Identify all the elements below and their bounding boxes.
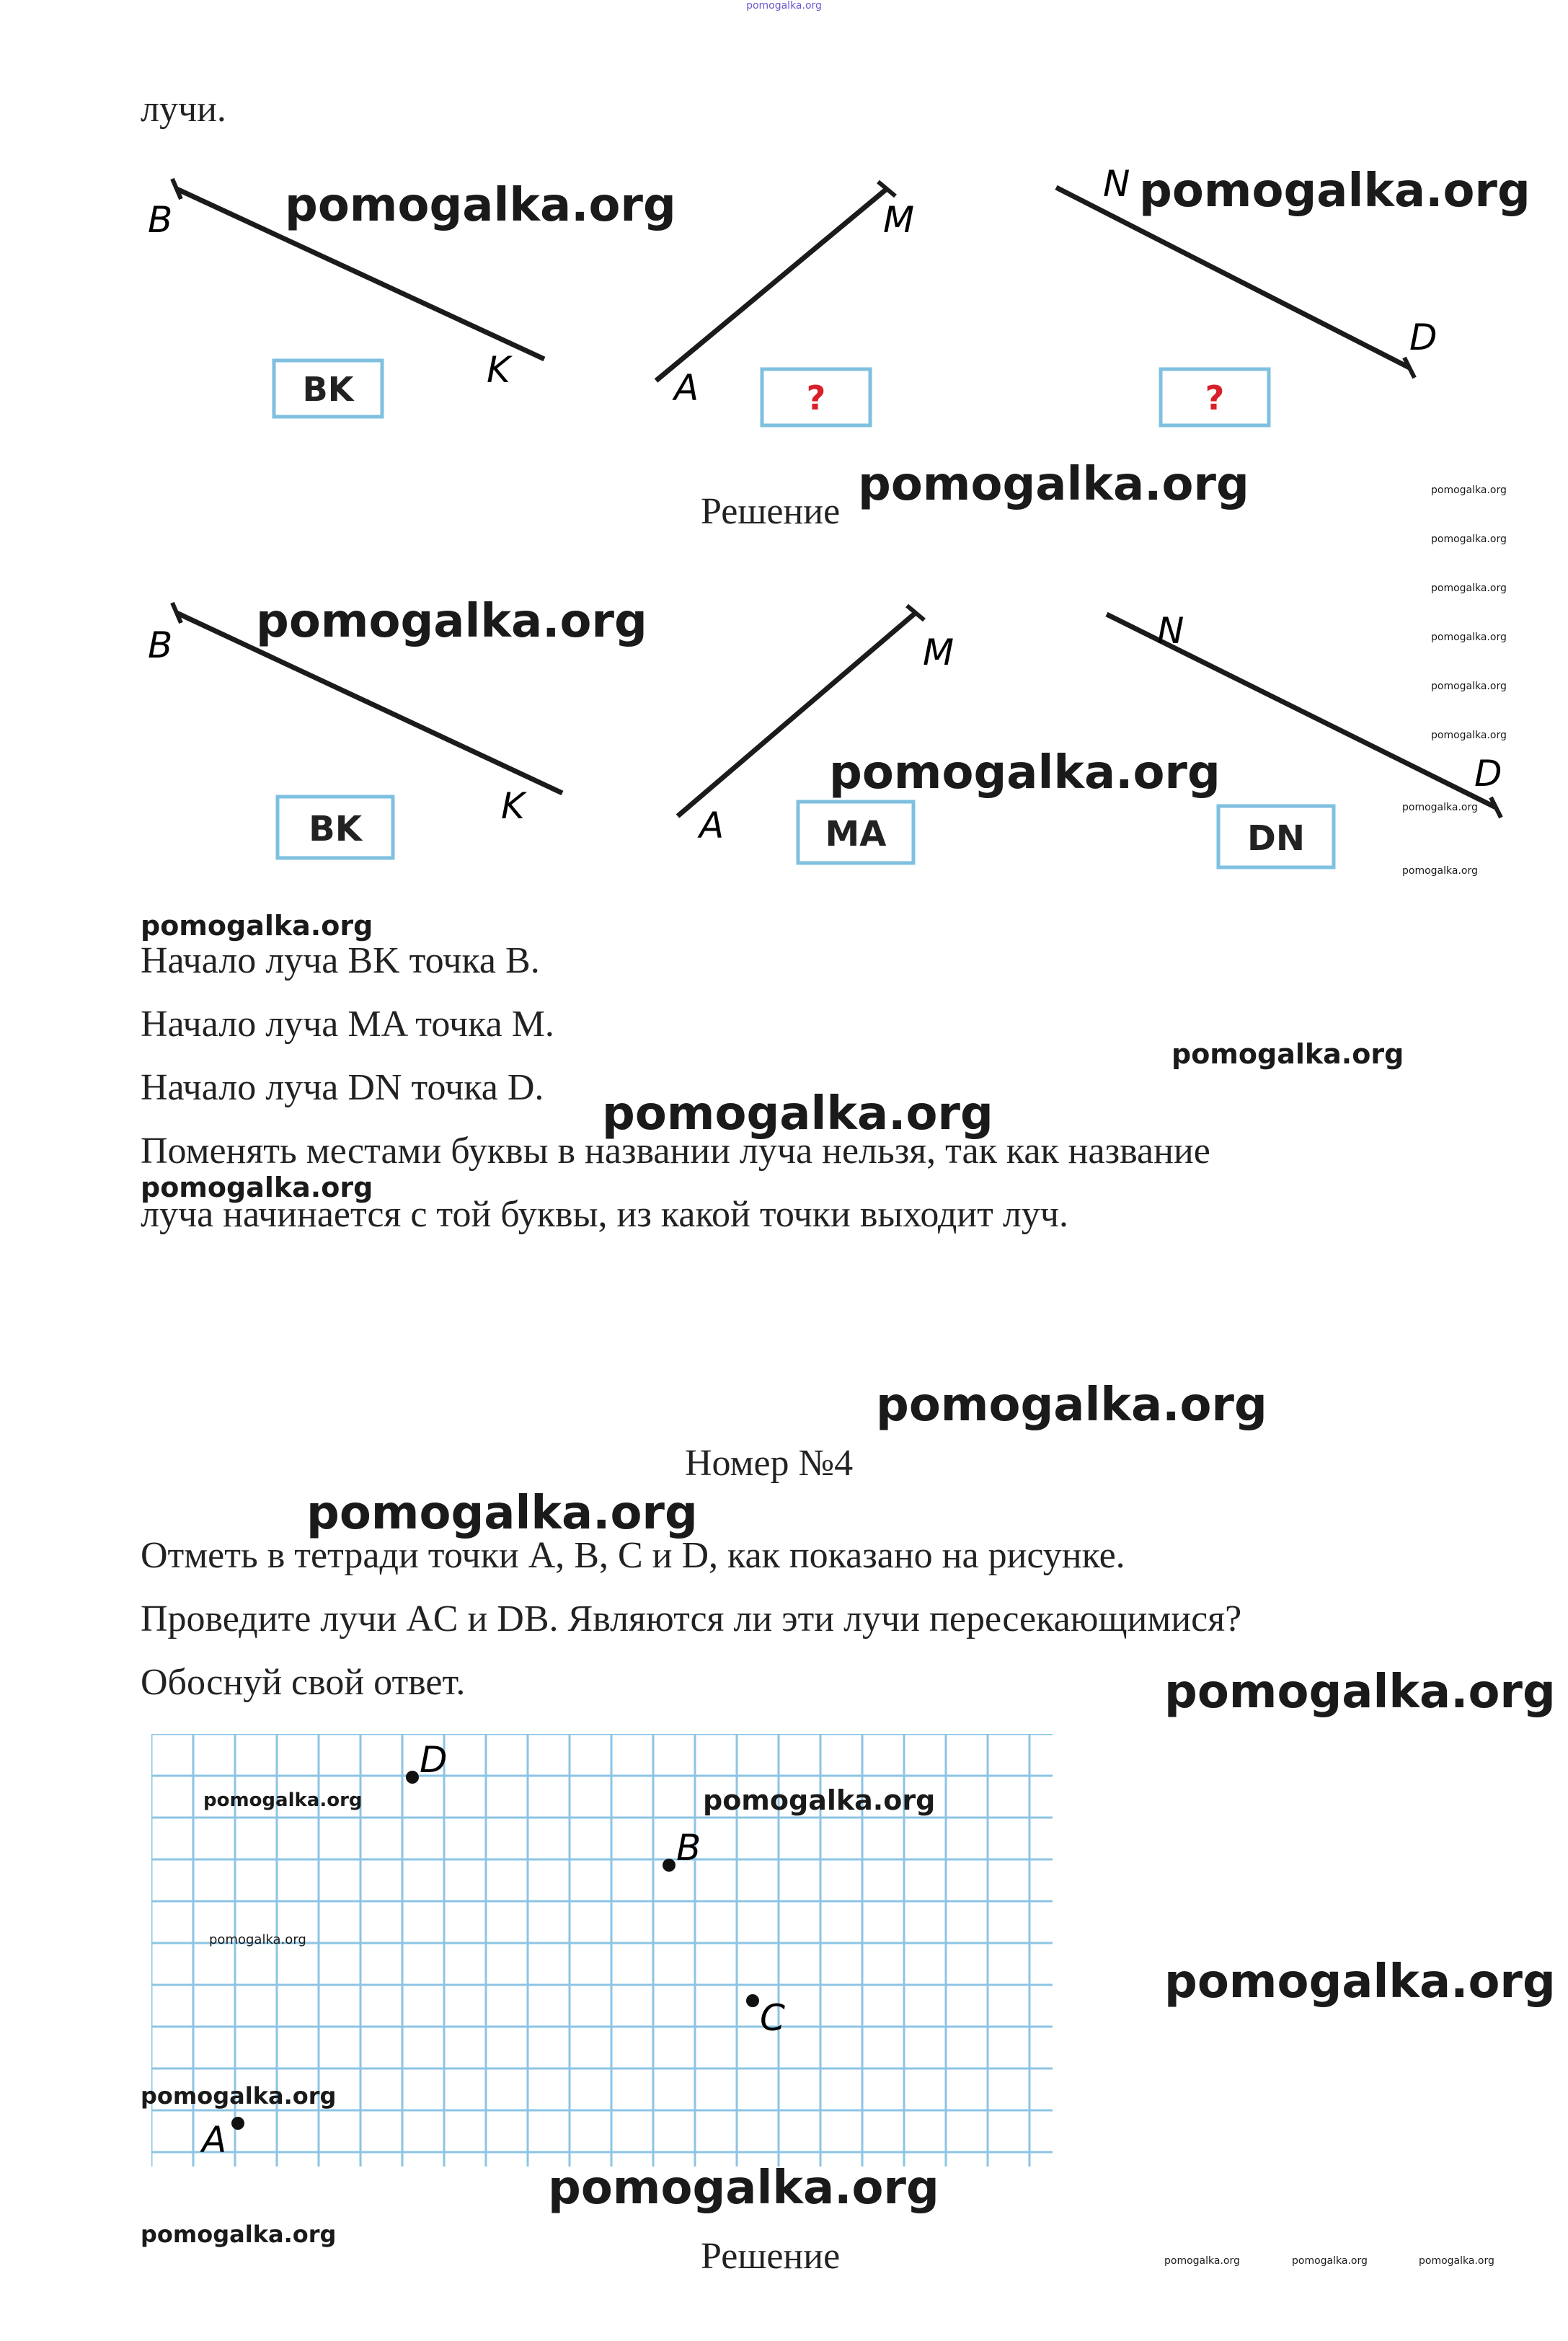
header-watermark: pomogalka.org bbox=[746, 0, 822, 12]
point-d-label: D bbox=[420, 1739, 448, 1781]
watermark: pomogalka.org bbox=[1431, 632, 1507, 643]
ray1-end-label: K bbox=[501, 785, 525, 827]
ray-ma-solved bbox=[678, 606, 954, 863]
solution-heading-2: Решение bbox=[701, 2236, 841, 2277]
watermark: pomogalka.org bbox=[1292, 2255, 1368, 2267]
answer-line: Поменять местами буквы в названии луча нельзя, так как название bbox=[141, 1130, 1210, 1172]
watermark: pomogalka.org bbox=[141, 2082, 337, 2110]
ray3-end-label: D bbox=[1409, 317, 1438, 358]
watermark: pomogalka.org bbox=[141, 1172, 373, 1203]
watermark: pomogalka.org bbox=[203, 1789, 363, 1811]
watermark: pomogalka.org bbox=[1431, 583, 1507, 594]
ray2-start-label: M bbox=[883, 199, 915, 241]
watermark: pomogalka.org bbox=[141, 2221, 337, 2248]
ray2-name: MA bbox=[825, 814, 887, 854]
watermark: pomogalka.org bbox=[602, 1087, 993, 1141]
watermark: pomogalka.org bbox=[1402, 865, 1478, 877]
watermark: pomogalka.org bbox=[548, 2161, 939, 2215]
watermark: pomogalka.org bbox=[829, 746, 1221, 800]
ray3-name: DN bbox=[1246, 818, 1306, 859]
watermark: pomogalka.org bbox=[876, 1379, 1267, 1432]
answer-line: луча начинается с той буквы, из какой точки выходит луч. bbox=[141, 1194, 1068, 1235]
watermark: pomogalka.org bbox=[1431, 534, 1507, 545]
task-line: Проведите лучи AC и DB. Являются ли эти лучи пересекающимися? bbox=[141, 1598, 1242, 1639]
ray1-name: BK bbox=[302, 370, 354, 409]
watermark: pomogalka.org bbox=[1164, 2255, 1240, 2267]
watermark: pomogalka.org bbox=[1431, 681, 1507, 692]
ray3-start-label: N bbox=[1103, 163, 1130, 205]
answer-line: Начало луча MA точка M. bbox=[141, 1004, 554, 1045]
ray3-start-label: N bbox=[1157, 610, 1184, 652]
point-c-label: C bbox=[760, 1997, 785, 2039]
point-d bbox=[406, 1739, 448, 1784]
solution-heading: Решение bbox=[701, 491, 841, 532]
ray1-start-label: B bbox=[148, 199, 173, 241]
watermark: pomogalka.org bbox=[1431, 484, 1507, 496]
watermark: pomogalka.org bbox=[1431, 730, 1507, 741]
ray3-end-label: D bbox=[1474, 753, 1502, 795]
ray1-end-label: K bbox=[487, 349, 510, 391]
watermark: pomogalka.org bbox=[1164, 1955, 1556, 2009]
ray1-name: BK bbox=[309, 809, 362, 849]
ray2-name: ? bbox=[806, 379, 826, 417]
point-c bbox=[746, 1994, 785, 2039]
watermark: pomogalka.org bbox=[1171, 1038, 1404, 1070]
task-line: Отметь в тетради точки A, B, C и D, как показано на рисунке. bbox=[141, 1535, 1125, 1576]
watermark: pomogalka.org bbox=[858, 458, 1249, 511]
ray2-end-label: A bbox=[699, 805, 725, 846]
ray2-start-label: M bbox=[923, 632, 954, 673]
point-a bbox=[200, 2117, 244, 2161]
point-a-label: A bbox=[202, 2119, 227, 2161]
watermark: pomogalka.org bbox=[141, 910, 373, 942]
watermark: pomogalka.org bbox=[306, 1487, 698, 1540]
task-line: Обоснуй свой ответ. bbox=[141, 1662, 466, 1703]
watermark: pomogalka.org bbox=[703, 1784, 936, 1816]
answer-line: Начало луча DN точка D. bbox=[141, 1067, 544, 1108]
ray2-end-label: A bbox=[674, 367, 699, 409]
ray-ma bbox=[656, 182, 914, 425]
point-b bbox=[663, 1827, 701, 1872]
watermark: pomogalka.org bbox=[1402, 802, 1478, 813]
watermark: pomogalka.org bbox=[285, 179, 676, 232]
ray1-start-label: B bbox=[148, 624, 173, 666]
point-b-label: B bbox=[676, 1827, 701, 1869]
intro-tail-text: лучи. bbox=[141, 89, 226, 130]
ray3-name: ? bbox=[1205, 379, 1225, 417]
watermark: pomogalka.org bbox=[1419, 2255, 1494, 2267]
watermark: pomogalka.org bbox=[256, 595, 647, 648]
watermark: pomogalka.org bbox=[1164, 1665, 1556, 1719]
answer-line: Начало луча BK точка B. bbox=[141, 940, 540, 981]
watermark: pomogalka.org bbox=[209, 1932, 306, 1947]
watermark: pomogalka.org bbox=[1139, 164, 1531, 218]
task-number: Номер №4 bbox=[685, 1443, 854, 1484]
